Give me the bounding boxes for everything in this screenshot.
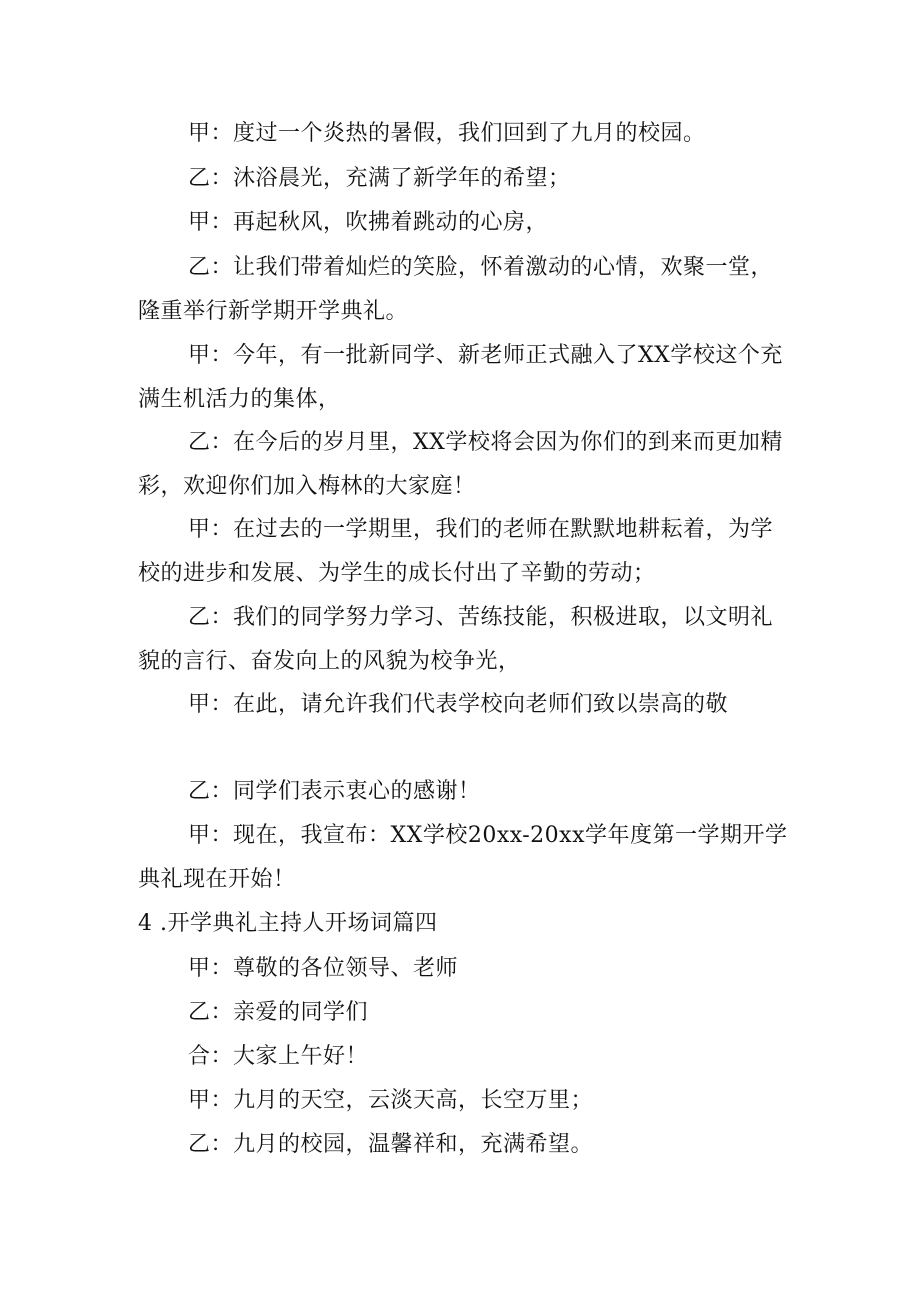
section-heading: 4 .开学典礼主持人开场词篇四 bbox=[138, 911, 438, 936]
paragraph-6: 乙：在今后的岁月里，XX学校将会因为你们的到来而更加精彩，欢迎你们加入梅林的大家庭！ bbox=[138, 430, 783, 499]
paragraph-11: 甲：现在，我宣布：XX学校20xx-20xx学年度第一学期开学典礼现在开始！ bbox=[138, 823, 788, 892]
section-paragraph-1: 甲：尊敬的各位领导、老师 bbox=[188, 956, 459, 981]
section-paragraph-2: 乙：亲爱的同学们 bbox=[188, 1000, 369, 1025]
paragraph-5: 甲：今年，有一批新同学、新老师正式融入了XX学校这个充满生机活力的集体， bbox=[138, 343, 783, 412]
paragraph-9: 甲：在此，请允许我们代表学校向老师们致以崇高的敬 bbox=[188, 692, 729, 717]
paragraph-3: 甲：再起秋风，吹拂着跳动的心房， bbox=[188, 210, 549, 235]
section-paragraph-4: 甲：九月的天空，云淡天高，长空万里； bbox=[188, 1088, 594, 1113]
paragraph-1: 甲：度过一个炎热的暑假，我们回到了九月的校园。 bbox=[188, 121, 706, 146]
section-paragraph-3: 合：大家上午好！ bbox=[188, 1044, 369, 1069]
paragraph-2: 乙：沐浴晨光，充满了新学年的希望； bbox=[188, 166, 571, 191]
paragraph-7: 甲：在过去的一学期里，我们的老师在默默地耕耘着，为学校的进步和发展、为学生的成长付出了辛勤的劳动； bbox=[138, 517, 774, 586]
section-paragraph-5: 乙：九月的校园，温馨祥和，充满希望。 bbox=[188, 1132, 594, 1157]
paragraph-10: 乙：同学们表示衷心的感谢！ bbox=[188, 779, 481, 804]
paragraph-4: 乙：让我们带着灿烂的笑脸，怀着激动的心情，欢聚一堂，隆重举行新学期开学典礼。 bbox=[138, 255, 774, 324]
paragraph-8: 乙：我们的同学努力学习、苦练技能，积极进取，以文明礼貌的言行、奋发向上的风貌为校争光， bbox=[138, 605, 774, 674]
